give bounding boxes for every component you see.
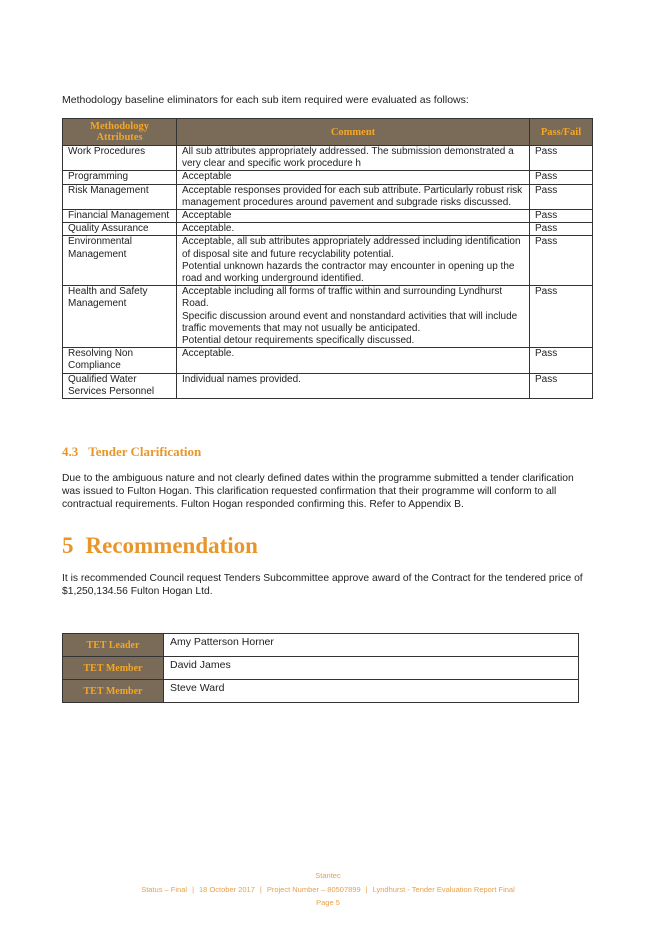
footer-separator: | bbox=[192, 885, 195, 894]
attribute-cell: Environmental Management bbox=[63, 236, 177, 286]
result-cell: Pass bbox=[530, 348, 593, 373]
result-cell: Pass bbox=[530, 146, 593, 171]
member-name: Amy Patterson Horner bbox=[164, 634, 579, 657]
table-row bbox=[63, 634, 579, 657]
footer-page-number: Page 5 bbox=[316, 898, 340, 907]
header-attributes: Methodology Attributes bbox=[63, 119, 177, 146]
methodology-table bbox=[62, 118, 593, 399]
table-row bbox=[63, 223, 593, 236]
result-cell: Pass bbox=[530, 236, 593, 286]
member-name: David James bbox=[164, 657, 579, 680]
comment-cell: Acceptable. bbox=[177, 223, 530, 236]
table-header-row bbox=[63, 119, 593, 146]
table-row bbox=[63, 657, 579, 680]
comment-cell: Acceptable bbox=[177, 210, 530, 223]
comment-cell: Acceptable responses provided for each sub attribute. Particularly robust risk management procedures around pavement and subgrade risks discussed. bbox=[177, 184, 530, 209]
footer-meta bbox=[0, 885, 656, 894]
result-cell: Pass bbox=[530, 373, 593, 398]
attribute-cell: Qualified Water Services Personnel bbox=[63, 373, 177, 398]
role-label: TET Member bbox=[63, 657, 164, 680]
footer-separator: | bbox=[259, 885, 262, 894]
comment-cell: Individual names provided. bbox=[177, 373, 530, 398]
table-row bbox=[63, 348, 593, 373]
section-5-heading bbox=[62, 533, 258, 559]
member-name: Steve Ward bbox=[164, 680, 579, 703]
footer-report: Lyndhurst - Tender Evaluation Report Final bbox=[372, 885, 515, 894]
attribute-cell: Health and Safety Management bbox=[63, 286, 177, 348]
role-label: TET Leader bbox=[63, 634, 164, 657]
result-cell: Pass bbox=[530, 210, 593, 223]
footer-company: Stantec bbox=[315, 871, 341, 880]
attribute-cell: Programming bbox=[63, 171, 177, 184]
table-row bbox=[63, 210, 593, 223]
comment-cell: Acceptable bbox=[177, 171, 530, 184]
footer-date: 18 October 2017 bbox=[199, 885, 255, 894]
section-4-3-body: Due to the ambiguous nature and not clearly defined dates within the programme submitted a tender clarification was issued to Fulton Hogan. This clarification requested confirmation that their programme will conform to all contractual requirements. Fulton Hogan responded confirming this. Refer to Appendix B. bbox=[62, 473, 574, 510]
table-row bbox=[63, 236, 593, 286]
intro-text: Methodology baseline eliminators for each sub item required were evaluated as follows: bbox=[62, 94, 469, 106]
header-pass-fail: Pass/Fail bbox=[530, 119, 593, 146]
table-row bbox=[63, 373, 593, 398]
comment-cell: Acceptable including all forms of traffic within and surrounding Lyndhurst Road. Specific discussion around event and nonstandard activities that will include traffic movements that may not usually be anticipated. Potential detour requirements specifically discussed. bbox=[177, 286, 530, 348]
result-cell: Pass bbox=[530, 286, 593, 348]
footer-project: Project Number – 80507899 bbox=[266, 885, 361, 894]
tet-signoff-table bbox=[62, 633, 579, 703]
attribute-cell: Resolving Non Compliance bbox=[63, 348, 177, 373]
comment-cell: Acceptable, all sub attributes appropriately addressed including identification of disposal site and future recyclability potential. Potential unknown hazards the contractor may encounter in opening up the road and working underground identified. bbox=[177, 236, 530, 286]
section-number: 4.3 bbox=[62, 444, 79, 459]
section-title: Tender Clarification bbox=[88, 444, 202, 459]
result-cell: Pass bbox=[530, 184, 593, 209]
attribute-cell: Work Procedures bbox=[63, 146, 177, 171]
attribute-cell: Financial Management bbox=[63, 210, 177, 223]
attribute-cell: Quality Assurance bbox=[63, 223, 177, 236]
section-4-3-heading bbox=[62, 444, 201, 460]
role-label: TET Member bbox=[63, 680, 164, 703]
result-cell: Pass bbox=[530, 171, 593, 184]
table-row bbox=[63, 184, 593, 209]
result-cell: Pass bbox=[530, 223, 593, 236]
footer-status: Status – Final bbox=[141, 885, 188, 894]
header-comment: Comment bbox=[177, 119, 530, 146]
methodology-table-body bbox=[63, 146, 593, 399]
recommendation-body: It is recommended Council request Tenders Subcommittee approve award of the Contract for the tendered price of $1,250,134.56 Fulton Hogan Ltd. bbox=[62, 573, 583, 597]
attribute-cell: Risk Management bbox=[63, 184, 177, 209]
table-row bbox=[63, 680, 579, 703]
table-row bbox=[63, 286, 593, 348]
table-row bbox=[63, 146, 593, 171]
comment-cell: Acceptable. bbox=[177, 348, 530, 373]
section-number: 5 bbox=[62, 533, 74, 558]
table-row bbox=[63, 171, 593, 184]
comment-cell: All sub attributes appropriately addressed. The submission demonstrated a very clear and specific work procedure h bbox=[177, 146, 530, 171]
footer-separator: | bbox=[365, 885, 368, 894]
section-title: Recommendation bbox=[85, 533, 258, 558]
